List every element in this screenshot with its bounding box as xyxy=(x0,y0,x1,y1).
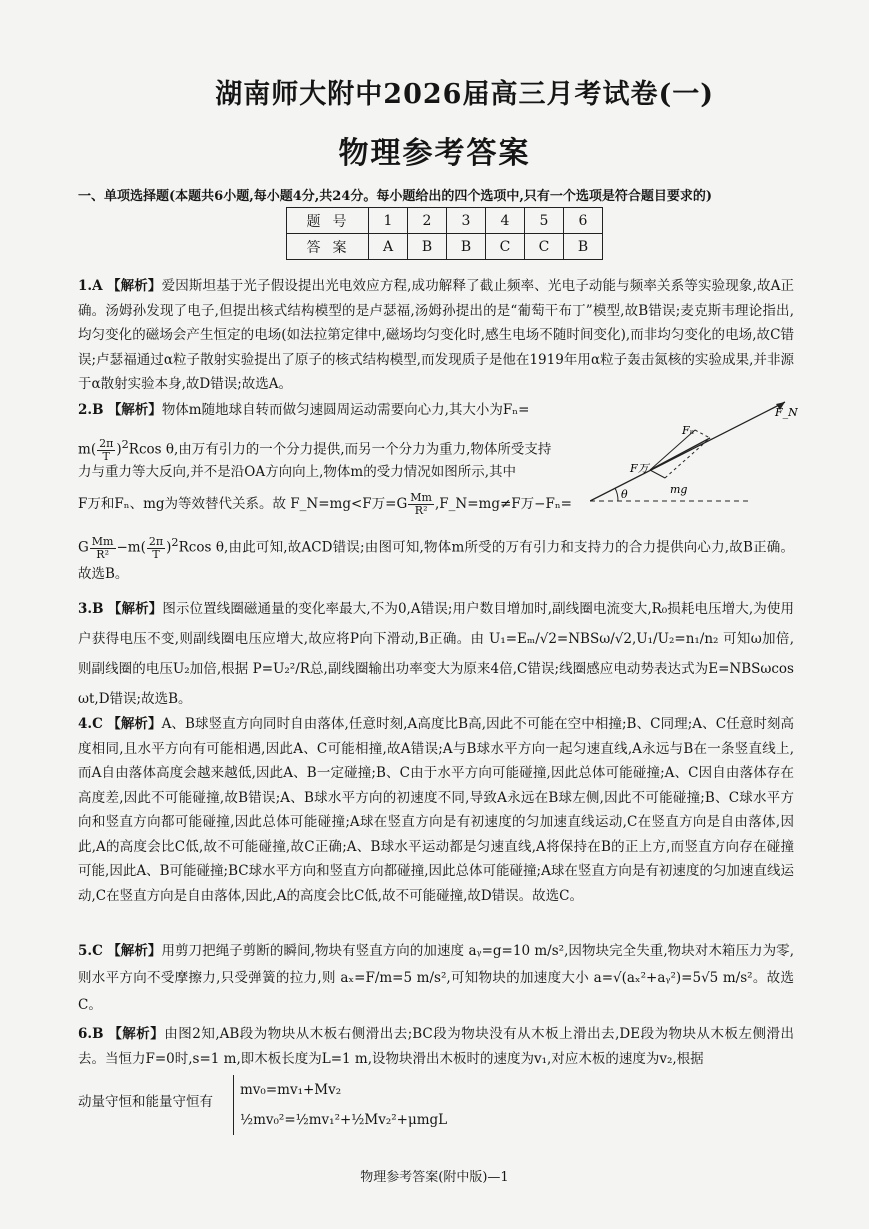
analysis-tag: 【解析】 xyxy=(107,601,163,617)
analysis-text: Rcos θ,由万有引力的一个分力提供,而另一个分力为重力,物体所受支持 xyxy=(128,441,552,458)
denominator: R² xyxy=(96,547,109,561)
answer-table xyxy=(286,207,603,260)
table-cell: 5 xyxy=(525,208,564,234)
analysis-text: Rcos θ,由此可知,故ACD错误;由图可知,物体m所受的万有引力和支持力的合力提供向心力,故B正确。故选B。 xyxy=(78,539,794,582)
theta-arc xyxy=(615,488,618,501)
label-fw: F万 xyxy=(630,462,649,475)
answer-q2-line3 xyxy=(78,460,588,485)
answer-q5 xyxy=(78,938,794,1019)
analysis-text: 力与重力等大反向,并不是沿OA方向向上,物体m的受力情况如图所示,其中 xyxy=(78,464,516,480)
numerator: 2π xyxy=(148,534,164,548)
table-cell: 2 xyxy=(408,208,447,234)
answer-q4 xyxy=(78,712,794,908)
analysis-text: F万和Fₙ、mg为等效替代关系。故 F_N=mg<F万=G xyxy=(78,496,408,512)
equation: mv₀=mv₁+Mv₂ xyxy=(240,1082,342,1098)
analysis-tag: 【解析】 xyxy=(107,278,162,294)
answer-q3 xyxy=(78,594,794,714)
question-number: 4.C xyxy=(78,716,103,732)
math-symbol: −m xyxy=(116,539,141,556)
table-cell: B xyxy=(447,234,486,260)
analysis-tag: 【解析】 xyxy=(108,1026,165,1042)
label-fn-top: F_N xyxy=(775,406,798,419)
denominator: T xyxy=(102,449,110,463)
math-symbol: G xyxy=(78,539,89,556)
table-cell: B xyxy=(564,234,603,260)
analysis-text: 由图2知,AB段为物块从木板右侧滑出去;BC段为物块没有从木板上滑出去,DE段为物块从木板左侧滑出去。当恒力F=0时,s=1 m,即木板长度为L=1 m,设物块滑出木板时的速度为v₁,对应木板的速度为v₂,根据 xyxy=(78,1026,794,1067)
math-symbol: m xyxy=(78,441,91,458)
fraction xyxy=(97,438,115,463)
document-title: 物理参考答案 xyxy=(338,136,531,171)
fraction xyxy=(408,492,434,517)
answer-q1 xyxy=(78,274,794,397)
exam-title: 湖南师大附中2026届高三月考试卷(一) xyxy=(215,79,714,110)
answer-q6 xyxy=(78,1022,794,1072)
table-row xyxy=(287,208,603,234)
fraction xyxy=(147,536,165,561)
table-cell: 3 xyxy=(447,208,486,234)
analysis-text: 爱因斯坦基于光子假设提出光电效应方程,成功解释了截止频率、光电子动能与频率关系等实验现象,故A正确。汤姆孙发现了电子,但提出核式结构模型的是卢瑟福,汤姆孙提出的是“葡萄干布丁”模型,故B错误;麦克斯韦理论指出,均匀变化的磁场会产生恒定的电场(如法拉第定律中,磁场均匀变化时,感生电场不随时间变化),而非均匀变化的电场,故C错误;卢瑟福通过α粒子散射实验提出了原子的核式结构模型,而发现质子是他在1919年用α粒子轰击氮核的实验成果,并非源于α散射实验本身,故D错误;故选A。 xyxy=(78,278,794,392)
question-number: 2.B xyxy=(78,402,104,418)
analysis-text: A、B球竖直方向同时自由落体,任意时刻,A高度比B高,因此不可能在空中相撞;B、C同理;A、C任意时刻高度相同,且水平方向有可能相遇,因此A、C可能相撞,故A错误;A与B球水平方向一起匀速直线,A永远与B在一条竖直线上,而A自由落体高度会越来越低,因此A、B一定碰撞;B、C由于水平方向可能碰撞,因此总体可能碰撞;A、C因自由落体存在高度差,因此不可能碰撞,故B错误;A、B球水平方向的初速度不同,导致A永远在B球左侧,因此不可能碰撞;B、C球水平方向和竖直方向都可能碰撞,因此总体可能碰撞;A球在竖直方向是有初速度的匀加速直线运动,C在竖直方向是自由落体,因此,A的高度会比C低,故不可能碰撞,故C正确;A、B球水平运动都是匀速直线,A将保持在B的正上方,而竖直方向存在碰撞可能,因此A、B可能碰撞;BC球水平方向和竖直方向都碰撞,因此总体可能碰撞;A球在竖直方向是有初速度的匀加速直线运动,C在竖直方向是自由落体,因此,A的高度会比C低,故不可能碰撞,故D错误。故选C。 xyxy=(78,716,795,904)
question-number: 5.C xyxy=(78,943,103,959)
table-cell: C xyxy=(486,234,525,260)
table-row-label: 答案 xyxy=(287,234,369,260)
table-cell: 6 xyxy=(564,208,603,234)
table-cell: 1 xyxy=(369,208,408,234)
analysis-tag: 【解析】 xyxy=(107,716,162,732)
exponent: 2 xyxy=(171,536,179,549)
fn-vector xyxy=(590,402,785,501)
table-row-label: 题号 xyxy=(287,208,369,234)
table-cell: 4 xyxy=(486,208,525,234)
denominator: T xyxy=(152,547,160,561)
section-heading: 一、单项选择题(本题共6小题,每小题4分,共24分。每小题给出的四个选项中,只有一个选项是符合题目要求的) xyxy=(78,189,713,204)
label-theta: θ xyxy=(621,488,628,501)
numerator: Mm xyxy=(410,491,432,504)
equation-system xyxy=(233,1075,447,1135)
answer-q2-bottom: G $\frac{Mm}{\text{R²}}$ −m( $\frac{2\pi}{T}$ )$^2$Rcos θ,由此可知,故ACD错误;由图可知,物体m所受的万有引力和支持力的合力提供向心力,故B正确。故选B。 xyxy=(78,534,794,582)
question-number: 6.B xyxy=(78,1026,104,1042)
question-number: 1.A xyxy=(78,278,103,294)
parallelogram-edge xyxy=(695,430,710,438)
equation: ½mv₀²=½mv₁²+½Mv₂²+μmgL xyxy=(240,1112,448,1128)
analysis-text: 动量守恒和能量守恒有 xyxy=(78,1094,213,1110)
denominator: R² xyxy=(414,504,428,517)
answer-q2-line4 xyxy=(78,488,588,520)
table-cell: B xyxy=(408,234,447,260)
label-fn: Fₙ xyxy=(682,424,695,437)
force-diagram xyxy=(590,398,800,508)
numerator: Mm xyxy=(91,534,114,548)
label-mg: mg xyxy=(670,483,688,496)
mg-vector xyxy=(650,470,665,478)
analysis-tag: 【解析】 xyxy=(107,402,162,418)
answer-q2-mid: m( $\frac{2\pi}{T}$ )$^2$Rcos θ,由万有引力的一个分力提供,而另一个分力为重力,物体所受支持 xyxy=(78,436,552,463)
analysis-text: 加倍,则副线圈的电压U₂加倍,根据 P=U₂²/R总,副线圈输出功率变大为原来4倍,C错误;线圈感应电动势表达式为E=NBSωcos ωt,D错误;故选B。 xyxy=(78,631,794,707)
question-number: 3.B xyxy=(78,601,104,617)
exponent: 2 xyxy=(121,438,129,451)
numerator: 2π xyxy=(99,436,114,450)
analysis-tag: 【解析】 xyxy=(107,943,162,959)
answer-q2-top xyxy=(78,398,578,423)
page-footer: 物理参考答案(附中版)—1 xyxy=(360,1170,509,1185)
table-cell: C xyxy=(525,234,564,260)
table-cell: A xyxy=(369,234,408,260)
table-row xyxy=(287,234,603,260)
analysis-text: ,F_N=mg≠F万−Fₙ= xyxy=(434,496,572,512)
analysis-text: 用剪刀把绳子剪断的瞬间,物块有竖直方向的加速度 aᵧ=g=10 m/s²,因物块完全失重,物块对木箱压力为零,则水平方向不受摩擦力,只受弹簧的拉力,则 aₓ=F/m=5 m/s²,可知物块的加速度大小 a=√(aₓ²+aᵧ²)=5√5 m/s²。故选C。 xyxy=(78,943,795,1013)
analysis-text: 物体m随地球自转而做匀速圆周运动需要向心力,其大小为Fₙ= xyxy=(161,402,530,418)
answer-q6-lead xyxy=(78,1090,228,1115)
fraction xyxy=(90,536,116,561)
analysis-text: 图示位置线圈磁通量的变化率最大,不为0,A错误;用户数目增加时,副线圈电流变大,R₀损耗电压增大,为使用户获得电压不变,则副线圈电压应增大,故应将P向下滑动,B正确。由 U₁=Eₘ/√2=NBSω/√2,U₁/U₂=n₁/n₂ 可知ω xyxy=(78,601,795,647)
